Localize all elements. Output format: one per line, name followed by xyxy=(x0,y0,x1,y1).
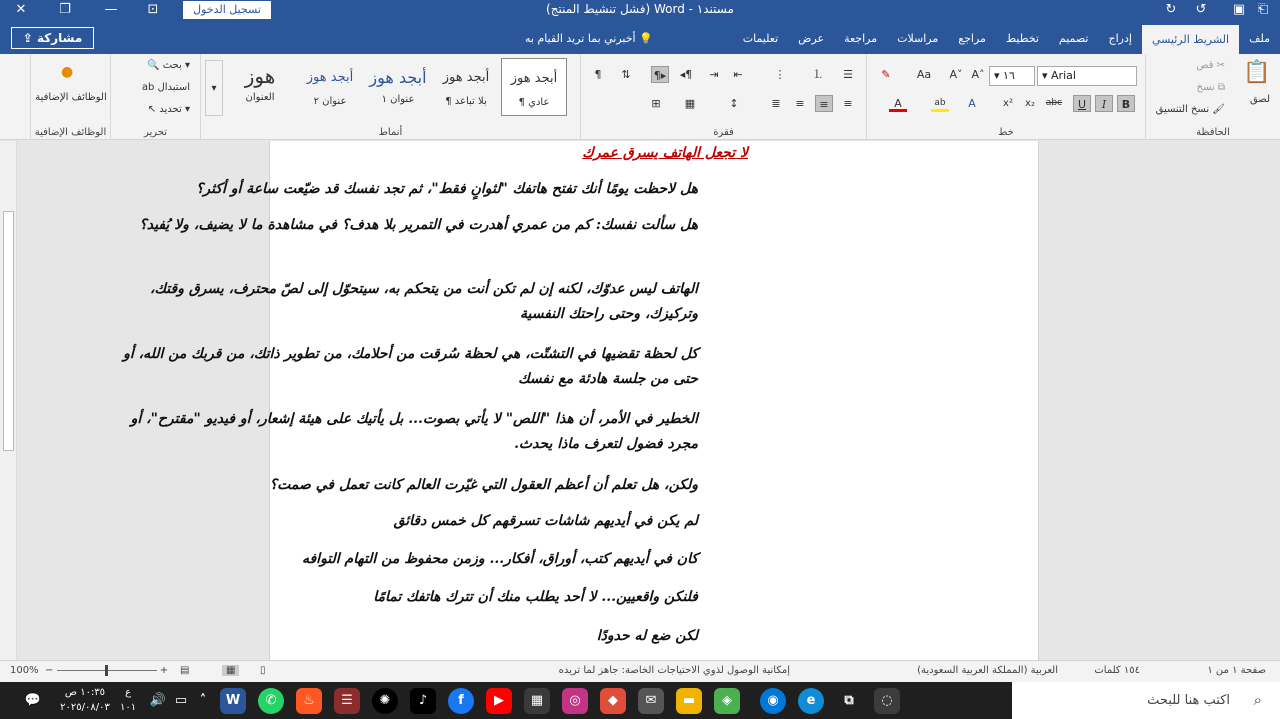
youtube-icon[interactable]: ▶ xyxy=(486,688,512,714)
style-heading-1[interactable]: أبجد هوز عنوان ١ xyxy=(369,68,427,105)
addins-button[interactable]: الوظائف الإضافية xyxy=(35,92,107,103)
paste-icon[interactable]: 📋 xyxy=(1243,60,1271,85)
tab-insert[interactable]: إدراج xyxy=(1108,32,1132,45)
format-painter-button[interactable]: نسخ التنسيق 🖌 xyxy=(1155,104,1225,115)
search-placeholder: اكتب هنا للبحث xyxy=(1147,693,1230,708)
document-page[interactable] xyxy=(123,141,1039,660)
decrease-indent-icon[interactable]: ⇤ xyxy=(733,68,743,81)
facebook-icon[interactable]: f xyxy=(448,688,474,714)
instagram-icon[interactable]: ◎ xyxy=(562,688,588,714)
tab-file[interactable]: ملف xyxy=(1249,32,1270,45)
copilot-icon[interactable]: ◌ xyxy=(874,688,900,714)
copy-button[interactable]: نسخ ⧉ xyxy=(1196,82,1225,93)
replace-button[interactable]: ab استبدال xyxy=(141,82,190,93)
text-effects-icon[interactable]: A xyxy=(968,97,976,110)
borders-icon[interactable]: ⊞ xyxy=(651,97,661,110)
tiktok-icon[interactable]: ♪ xyxy=(410,688,436,714)
paragraph-1: هل لاحظت يومًا أنك تفتح هاتفك "لثوانٍ فقط"، ثم تجد نفسك قد ضيّعت ساعة أو أكثر؟ xyxy=(195,181,698,197)
fire-app-icon[interactable]: ♨ xyxy=(296,688,322,714)
zoom-slider[interactable]: − + xyxy=(45,665,169,676)
print-layout-icon[interactable]: ▦ xyxy=(222,665,239,676)
share-button[interactable] xyxy=(11,27,94,49)
paste-button[interactable]: لصق xyxy=(1249,94,1270,105)
share-icon: ⇪ xyxy=(22,31,37,45)
input-language[interactable] xyxy=(120,685,136,715)
font-group xyxy=(866,54,1145,140)
highlight-icon[interactable]: ab xyxy=(931,95,949,112)
focus-icon[interactable]: ▤ xyxy=(180,665,190,676)
paragraph-group xyxy=(580,54,866,140)
doc-heading: لا تجعل الهاتف يسرق عمرك xyxy=(582,145,748,161)
word-app-icon[interactable]: W xyxy=(220,688,246,714)
line-spacing-icon[interactable]: ↕ xyxy=(729,97,739,110)
chrome-icon[interactable]: ◉ xyxy=(760,688,786,714)
font-family-select[interactable]: ▾ Arial xyxy=(1037,66,1137,86)
ltr-direction-icon[interactable]: ◂¶ xyxy=(679,68,693,81)
clipboard-group-label: الحافظة xyxy=(1196,127,1230,138)
clock-time: ١٠:٣٥ ص xyxy=(64,687,106,698)
word-count[interactable]: ١٥٤ كلمات xyxy=(1094,665,1140,676)
styles-group xyxy=(200,54,580,140)
superscript-icon[interactable]: x² xyxy=(1003,98,1013,109)
addins-group xyxy=(30,54,110,140)
grow-font-icon[interactable]: A˄ xyxy=(971,68,985,81)
tab-references[interactable]: مراجع xyxy=(958,32,986,45)
paragraph-8: كان في أيديهم كتب، أوراق، أفكار... وزمن محفوظ من التهام التوافه xyxy=(301,551,698,567)
volume-icon[interactable]: 🔊 xyxy=(149,693,167,708)
styles-more-icon[interactable]: ▾ xyxy=(205,60,223,116)
change-case-icon[interactable]: Aa xyxy=(916,68,932,81)
increase-indent-icon[interactable]: ⇥ xyxy=(709,68,719,81)
cut-button[interactable]: قص ✂ xyxy=(1196,60,1225,71)
rtl-direction-icon[interactable]: ¶▸ xyxy=(651,66,669,83)
lang2-label: ١٠١ xyxy=(120,702,137,713)
tab-help[interactable]: تعليمات xyxy=(742,32,779,45)
style-normal[interactable]: أبجد هوز ¶ عادي xyxy=(501,58,567,116)
read-mode-icon[interactable]: ▯ xyxy=(260,665,266,676)
paragraph-4: كل لحظة تقضيها في التشتّت، هي لحظة سُرقت من أحلامك، من تطوير ذاتك، من قربك من الله، أو حتى من جلسة هادئة مع نفسك xyxy=(123,346,698,387)
page-count[interactable]: صفحة ١ من ١ xyxy=(1207,665,1266,676)
sort-icon[interactable]: ⇅ xyxy=(621,68,631,81)
paragraph-3: الهاتف ليس عدوّك، لكنه إن لم تكن أنت من يتحكم به، سيتحوّل إلى لصّ محترف، يسرق وقتك، وتركيزك، وحتى راحتك النفسية xyxy=(149,281,698,322)
store-app-icon[interactable]: ◈ xyxy=(714,688,740,714)
ribbon xyxy=(0,54,1280,140)
underline-icon[interactable]: U xyxy=(1073,95,1091,112)
tray-chevron-icon[interactable]: ˄ xyxy=(199,693,207,708)
tab-review[interactable]: مراجعة xyxy=(844,32,878,45)
align-right-icon[interactable]: ≡ xyxy=(843,97,853,110)
edge-icon[interactable]: e xyxy=(798,688,824,714)
editing-group-label: تحرير xyxy=(143,127,168,138)
share-label: مشاركة xyxy=(36,31,83,45)
undo-icon[interactable]: ↺ xyxy=(1195,2,1207,17)
bold-icon[interactable]: B xyxy=(1117,95,1135,112)
addins-group-label: الوظائف الإضافية xyxy=(34,127,107,138)
shrink-font-icon[interactable]: A˅ xyxy=(949,68,963,81)
app-icon[interactable]: ☰ xyxy=(334,688,360,714)
align-left-icon[interactable]: ≡ xyxy=(795,97,805,110)
clipboard-group xyxy=(1145,54,1280,140)
tell-me-search[interactable] xyxy=(525,32,653,45)
ribbon-display-options-icon[interactable]: ⊡ xyxy=(147,2,159,17)
multilevel-list-icon[interactable]: ⋮ xyxy=(774,68,786,81)
clear-formatting-icon[interactable]: ✎ xyxy=(881,68,891,81)
select-button[interactable]: ↖ تحديد ▾ xyxy=(147,104,190,115)
zoom-level[interactable]: 100% xyxy=(10,665,39,676)
title-bar xyxy=(0,0,1280,21)
replace-icon: ab xyxy=(141,82,155,93)
font-color-icon[interactable]: A xyxy=(889,95,907,112)
restore-icon[interactable]: ❐ xyxy=(59,2,71,17)
editing-group xyxy=(110,54,200,140)
tab-design[interactable]: تصميم xyxy=(1058,32,1089,45)
addins-icon[interactable]: ● xyxy=(61,64,74,80)
clock[interactable] xyxy=(55,685,115,715)
find-button[interactable]: 🔍 بحث ▾ xyxy=(147,60,190,71)
bullets-icon[interactable]: ☰ xyxy=(843,68,853,81)
show-marks-icon[interactable]: ¶ xyxy=(594,68,602,81)
file-explorer-icon[interactable]: ▬ xyxy=(676,688,702,714)
vertical-scrollbar[interactable] xyxy=(0,141,17,660)
tab-layout[interactable]: تخطيط xyxy=(1005,32,1039,45)
strikethrough-icon[interactable]: abc xyxy=(1045,98,1063,108)
tell-me-label: أخبرني بما تريد القيام به xyxy=(525,32,636,45)
paragraph-6: ولكن، هل تعلم أن أعظم العقول التي غيّرت العالم كانت تعمل في صمت؟ xyxy=(269,477,698,493)
taskbar-search-input[interactable] xyxy=(1012,682,1280,719)
font-size-select[interactable]: ▾ ١٦ xyxy=(989,66,1035,86)
tab-view[interactable]: عرض xyxy=(798,32,825,45)
status-bar xyxy=(0,660,1280,682)
italic-icon[interactable]: I xyxy=(1095,95,1113,112)
style-title[interactable]: هوز العنوان xyxy=(244,64,276,103)
tab-mailings[interactable]: مراسلات xyxy=(897,32,939,45)
language-status[interactable]: العربية (المملكة العربية السعودية) xyxy=(917,665,1058,676)
close-icon[interactable]: ✕ xyxy=(15,2,27,17)
sign-in-button[interactable]: تسجيل الدخول xyxy=(183,1,271,19)
minimize-icon[interactable]: — xyxy=(104,2,118,17)
accessibility-status[interactable]: إمكانية الوصول لذوي الاحتياجات الخاصة: جاهز لما تريده xyxy=(558,665,790,676)
paragraph-5: الخطير في الأمر، أن هذا "اللص" لا يأتي بصوت... بل يأتيك على هيئة إشعار، أو فيديو "مقترح"، أو مجرد فضول لتعرف ماذا يحدث. xyxy=(130,411,698,452)
battery-icon[interactable]: ▭ xyxy=(174,693,188,708)
style-no-spacing[interactable]: أبجد هوز ¶ بلا تباعد xyxy=(442,70,490,107)
paragraph-group-label: فقرة xyxy=(713,127,734,138)
ribbon-tab-bar xyxy=(0,21,1280,54)
lightbulb-icon: 💡 xyxy=(635,32,653,45)
mail-icon[interactable]: ✉ xyxy=(638,688,664,714)
subscript-icon[interactable]: x₂ xyxy=(1025,98,1035,109)
cursor-icon: ↖ xyxy=(147,104,157,115)
justify-icon[interactable]: ≣ xyxy=(771,97,781,110)
style-heading-2[interactable]: أبجد هوز عنوان ٢ xyxy=(306,70,354,107)
scroll-thumb[interactable] xyxy=(3,211,14,451)
search-icon: 🔍 xyxy=(147,60,160,71)
whatsapp-icon[interactable]: ✆ xyxy=(258,688,284,714)
redo-icon[interactable]: ↻ xyxy=(1165,2,1177,17)
tab-home[interactable]: الشريط الرئيسي xyxy=(1142,25,1239,54)
align-center-icon[interactable]: ≡ xyxy=(815,95,833,112)
lang-label: ع xyxy=(125,687,132,698)
font-group-label: خط xyxy=(998,127,1014,138)
paragraph-9: فلنكن واقعيين... لا أحد يطلب منك أن تترك هاتفك تمامًا xyxy=(373,589,698,605)
numbering-icon[interactable]: ⒈ xyxy=(812,68,824,81)
notification-icon[interactable]: 💬 xyxy=(24,693,42,708)
shading-icon[interactable]: ▦ xyxy=(684,97,696,110)
chatgpt-icon[interactable]: ✺ xyxy=(372,688,398,714)
styles-group-label: أنماط xyxy=(378,127,403,138)
save-icon[interactable]: ▣ xyxy=(1232,2,1246,17)
paragraph-7: لم يكن في أيديهم شاشات تسرقهم كل خمس دقائق xyxy=(393,513,698,529)
search-icon: ⌕ xyxy=(1253,691,1262,709)
app-2-icon[interactable]: ◆ xyxy=(600,688,626,714)
paragraph-10: لكن ضع له حدودًا xyxy=(596,628,698,644)
window-title: مستند١ - Word (فشل تنشيط المنتج) xyxy=(546,2,734,16)
task-view-icon[interactable]: ⧉ xyxy=(844,693,854,708)
autosave-icon[interactable]: ⎗ xyxy=(1257,2,1269,17)
paragraph-2: هل سألت نفسك: كم من عمري أهدرت في التمرير بلا هدف؟ في مشاهدة ما لا يضيف، ولا يُفيد؟ xyxy=(139,217,698,233)
calculator-icon[interactable]: ▦ xyxy=(524,688,550,714)
clock-date: ٢٠٢٥/٠٨/٠٣ xyxy=(60,702,110,713)
